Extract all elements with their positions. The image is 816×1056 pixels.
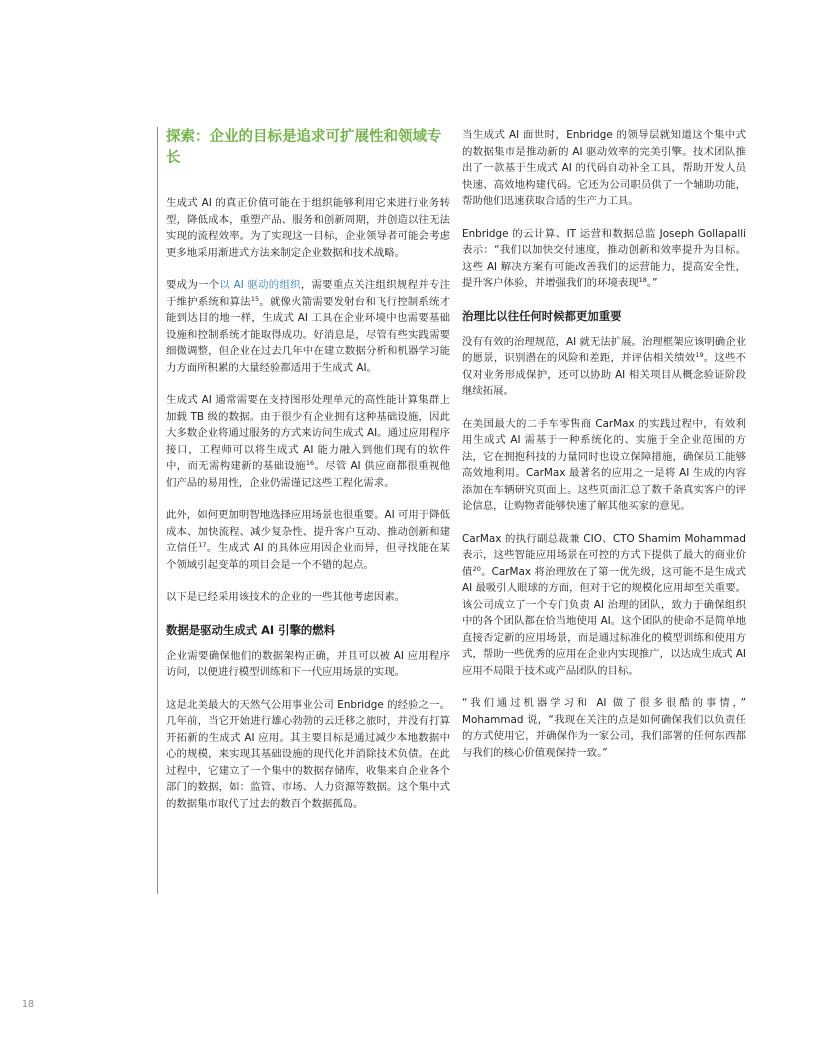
page-number: 18 (22, 999, 35, 1010)
governance-heading: 治理比以往任何时候都更加重要 (462, 308, 622, 323)
considerations-paragraph: 以下是已经采用该技术的企业的一些其他考虑因素。 (166, 591, 405, 603)
mohammad-quote-paragraph: “我们通过机器学习和 AI 做了很多很酷的事情，” Mohammad 说，“我现在关注的点是如何确保我们以负责任的方式使用它，并确保作为一家公司，我们部署的任何东西都与我们的核心价值观保持一致。” (462, 697, 746, 759)
paragraph-text: 。CarMax 将治理放在了第一优先级，这可能不是生成式 AI 最吸引人眼球的方面，但对于它的规模化应用却至关重要。该公司成立了一个专门负责 AI 治理的团队，致力于确保组织中的各个团队都在恰当地使用 AI。这个团队的使命不是简单地直接否定新的应用场景，而是通过标准化的模型训练和使用方式，帮助一些优秀的应用在企业内实现推广，以达成生成式 AI 应用不局限于技术或产品团队的目标。 (462, 565, 746, 677)
paragraph-text: 。尽管 AI 供应商都很重视他们产品的易用性，企业仍需谨记这些工程化需求。 (166, 460, 450, 489)
gollapalli-quote-paragraph (462, 226, 746, 292)
carmax-paragraph: 在美国最大的二手车零售商 CarMax 的实践过程中，有效利用生成式 AI 需基于一种系统化的、实施于全企业范围的方法，它在拥抱科技的力量同时也设立保障措施，确保员工能够高效地利用。CarMax 最著名的应用之一是将 AI 生成的内容添加在车辆研究页面上。这些页面汇总了数千条真实客户的评论信息，让购物者能够快速了解其他买家的意见。 (462, 417, 746, 512)
footnote-ref: 16 (305, 459, 315, 467)
use-case-paragraph (166, 507, 450, 573)
paragraph-text: 。就像火箭需要发射台和飞行控制系统才能到达目的地一样，生成式 AI 工具在企业环境中也需要基础设施和控制系统才能取得成功。好消息是，尽管有些实践需要细微调整，但企业在过去几年中在建立数据分析和机器学习能力方面所积累的大量经验都适用于生成式 AI。 (166, 295, 451, 374)
ai-organization-paragraph (166, 277, 450, 376)
paragraph-text: 没有有效的治理规范，AI 就无法扩展。治理框架应该明确企业的愿景，识别潜在的风险和差距，并评估相关绩效 (462, 335, 746, 364)
paragraph-text: 生成式 AI 通常需要在支持图形处理单元的高性能计算集群上加载 TB 级的数据。由于很少有企业拥有这种基础设施，因此大多数企业将通过服务的方式来访问生成式 AI。通过应用程序接口，工程师可以将生成式 AI 能力融入到他们现有的软件中，而无需构建新的基础设施 (166, 394, 450, 472)
data-architecture-paragraph: 企业需要确保他们的数据架构正确，并且可以被 AI 应用程序访问，以便进行模型训练和下一代应用场景的实现。 (166, 649, 450, 678)
enbridge-launch-paragraph: 当生成式 AI 面世时，Enbridge 的领导层就知道这个集中式的数据集市是推动新的 AI 驱动效率的完美引擎。技术团队推出了一款基于生成式 AI 的代码自动补全工具，帮助开发人员快速、高效地构建代码。它还为公司职员供了一个辅助功能，帮助他们迅速获取合适的生产力工具。 (462, 129, 746, 207)
infrastructure-paragraph (166, 392, 450, 491)
paragraph-text: Enbridge 的云计算、IT 运营和数据总监 Joseph Gollapalli 表示：“我们以加快交付速度，推动创新和效率提升为目标。这些 AI 解决方案有可能改善我们的运营能力，提高安全性，提升客户体验，并增强我们的环境表现 (462, 227, 746, 289)
paragraph-text: ，需要重点关注组织规程并专注于维护系统和算法 (166, 279, 451, 308)
paragraph-text: 要成为一个 (166, 279, 220, 291)
enbridge-paragraph: 这是北美最大的天然气公用事业公司 Enbridge 的经验之一。几年前，当它开始进行雄心勃勃的云迁移之旅时，并没有打算开拓新的生成式 AI 应用。其主要目标是通过减少本地数据中心的规模，来实现其基础设施的现代化并消除技术负债。在此过程中，它建立了一个集中的数据存储库，收集来自企业各个部门的数据，如：监管、市场、人力资源等数据。这个集中式的数据集市取代了过去的数百个数据孤岛。 (166, 698, 450, 810)
paragraph-text: 。” (646, 277, 658, 289)
left-column-rule (157, 127, 158, 894)
governance-paragraph (462, 334, 746, 400)
ai-driven-organization-link[interactable]: 以 AI 驱动的组织 (219, 279, 301, 291)
footnote-ref: 18 (638, 276, 647, 284)
paragraph-text: CarMax 的执行副总裁兼 CIO、CTO Shamim Mohammad 表示，这些智能应用场景在可控的方式下提供了最大的商业价值 (462, 532, 746, 578)
paragraph-text: 此外，如何更加明智地选择应用场景也很重要。AI 可用于降低成本、加快流程、减少复杂性、提升客户互动、推动创新和建立信任 (166, 509, 450, 554)
data-fuel-heading: 数据是驱动生成式 AI 引擎的燃料 (166, 622, 336, 637)
intro-paragraph: 生成式 AI 的真正价值可能在于组织能够利用它来进行业务转型，降低成本，重塑产品、服务和创新周期，并创造以往无法实现的流程效率。为了实现这一目标，企业领导者可能会考虑更多地采用渐进式方法来制定企业数据和技术战略。 (166, 197, 450, 259)
paragraph-text: 。这些不仅对业务形成保护，还可以协助 AI 相关项目从概念验证阶段继续拓展。 (462, 352, 747, 397)
right-column (462, 127, 746, 777)
footnote-ref: 15 (250, 294, 260, 303)
footnote-ref: 17 (198, 541, 207, 549)
paragraph-text: 。生成式 AI 的具体应用因企业而异，但寻找能在某个领域引起变革的项目会是一个不错的起点。 (166, 542, 451, 571)
footnote-ref: 19 (695, 351, 704, 359)
left-column (166, 127, 450, 828)
footnote-ref: 20 (472, 564, 481, 573)
carmax-governance-paragraph (462, 531, 746, 680)
section-title: 探索：企业的目标是追求可扩展性和领域专长 (166, 129, 442, 166)
